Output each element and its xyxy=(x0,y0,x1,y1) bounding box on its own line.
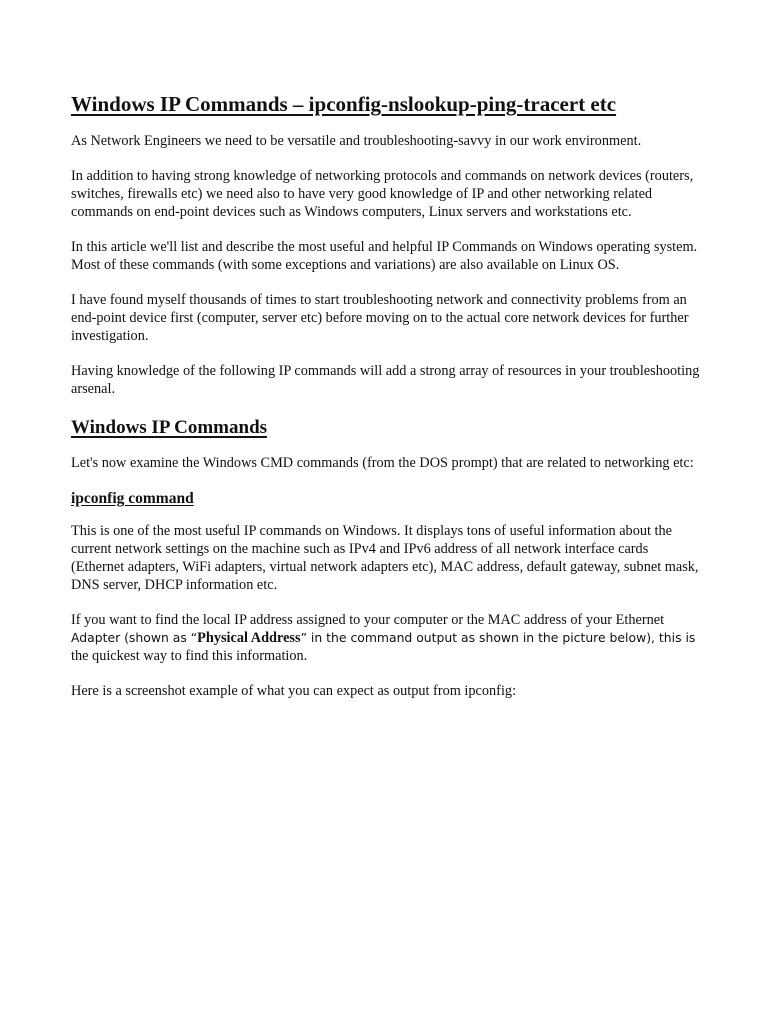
intro-paragraph-3: In this article we'll list and describe the most useful and helpful IP Commands on Windows operating system. Most of these commands (with some exceptions and variations) are also available on Linux OS. xyxy=(71,239,698,273)
intro-paragraph-2: In addition to having strong knowledge of networking protocols and commands on network devices (routers, switches, firewalls etc) we need also to have very good knowledge of IP and other networking related commands on end-point devices such as Windows computers, Linux servers and workstations etc. xyxy=(71,168,694,220)
document-body xyxy=(71,90,703,717)
intro-paragraph-1: As Network Engineers we need to be versatile and troubleshooting-savvy in our work environment. xyxy=(71,133,642,149)
find-address-text-4: the quickest way to find this information. xyxy=(71,648,308,664)
find-address-text-1: If you want to find the local IP address assigned to your computer or the MAC address of your Ethernet xyxy=(71,612,665,628)
find-address-paragraph xyxy=(71,611,703,665)
ipconfig-description: This is one of the most useful IP commands on Windows. It displays tons of useful information about the current network settings on the machine such as IPv4 and IPv6 address of all network interface cards (Ethernet adapters, WiFi adapters, virtual network adapters etc), MAC address, default gateway, subnet mask, DNS server, DHCP information etc. xyxy=(71,523,699,593)
subsection-heading: ipconfig command xyxy=(71,490,194,507)
physical-address-term: Physical Address xyxy=(197,630,301,646)
find-address-text-3: ” in the command output as shown in the picture below), this is xyxy=(300,630,696,645)
screenshot-intro: Here is a screenshot example of what you can expect as output from ipconfig: xyxy=(71,683,517,699)
find-address-text-2: Adapter (shown as “ xyxy=(71,630,198,645)
intro-paragraph-5: Having knowledge of the following IP commands will add a strong array of resources in your troubleshooting arsenal. xyxy=(71,363,700,397)
page-title: Windows IP Commands – ipconfig-nslookup-ping-tracert etc xyxy=(71,92,617,116)
section-intro: Let's now examine the Windows CMD commands (from the DOS prompt) that are related to networking etc: xyxy=(71,455,694,471)
intro-paragraph-4: I have found myself thousands of times to start troubleshooting network and connectivity problems from an end-point device first (computer, server etc) before moving on to the actual core network devices for further investigation. xyxy=(71,292,689,344)
section-heading: Windows IP Commands xyxy=(71,417,268,438)
